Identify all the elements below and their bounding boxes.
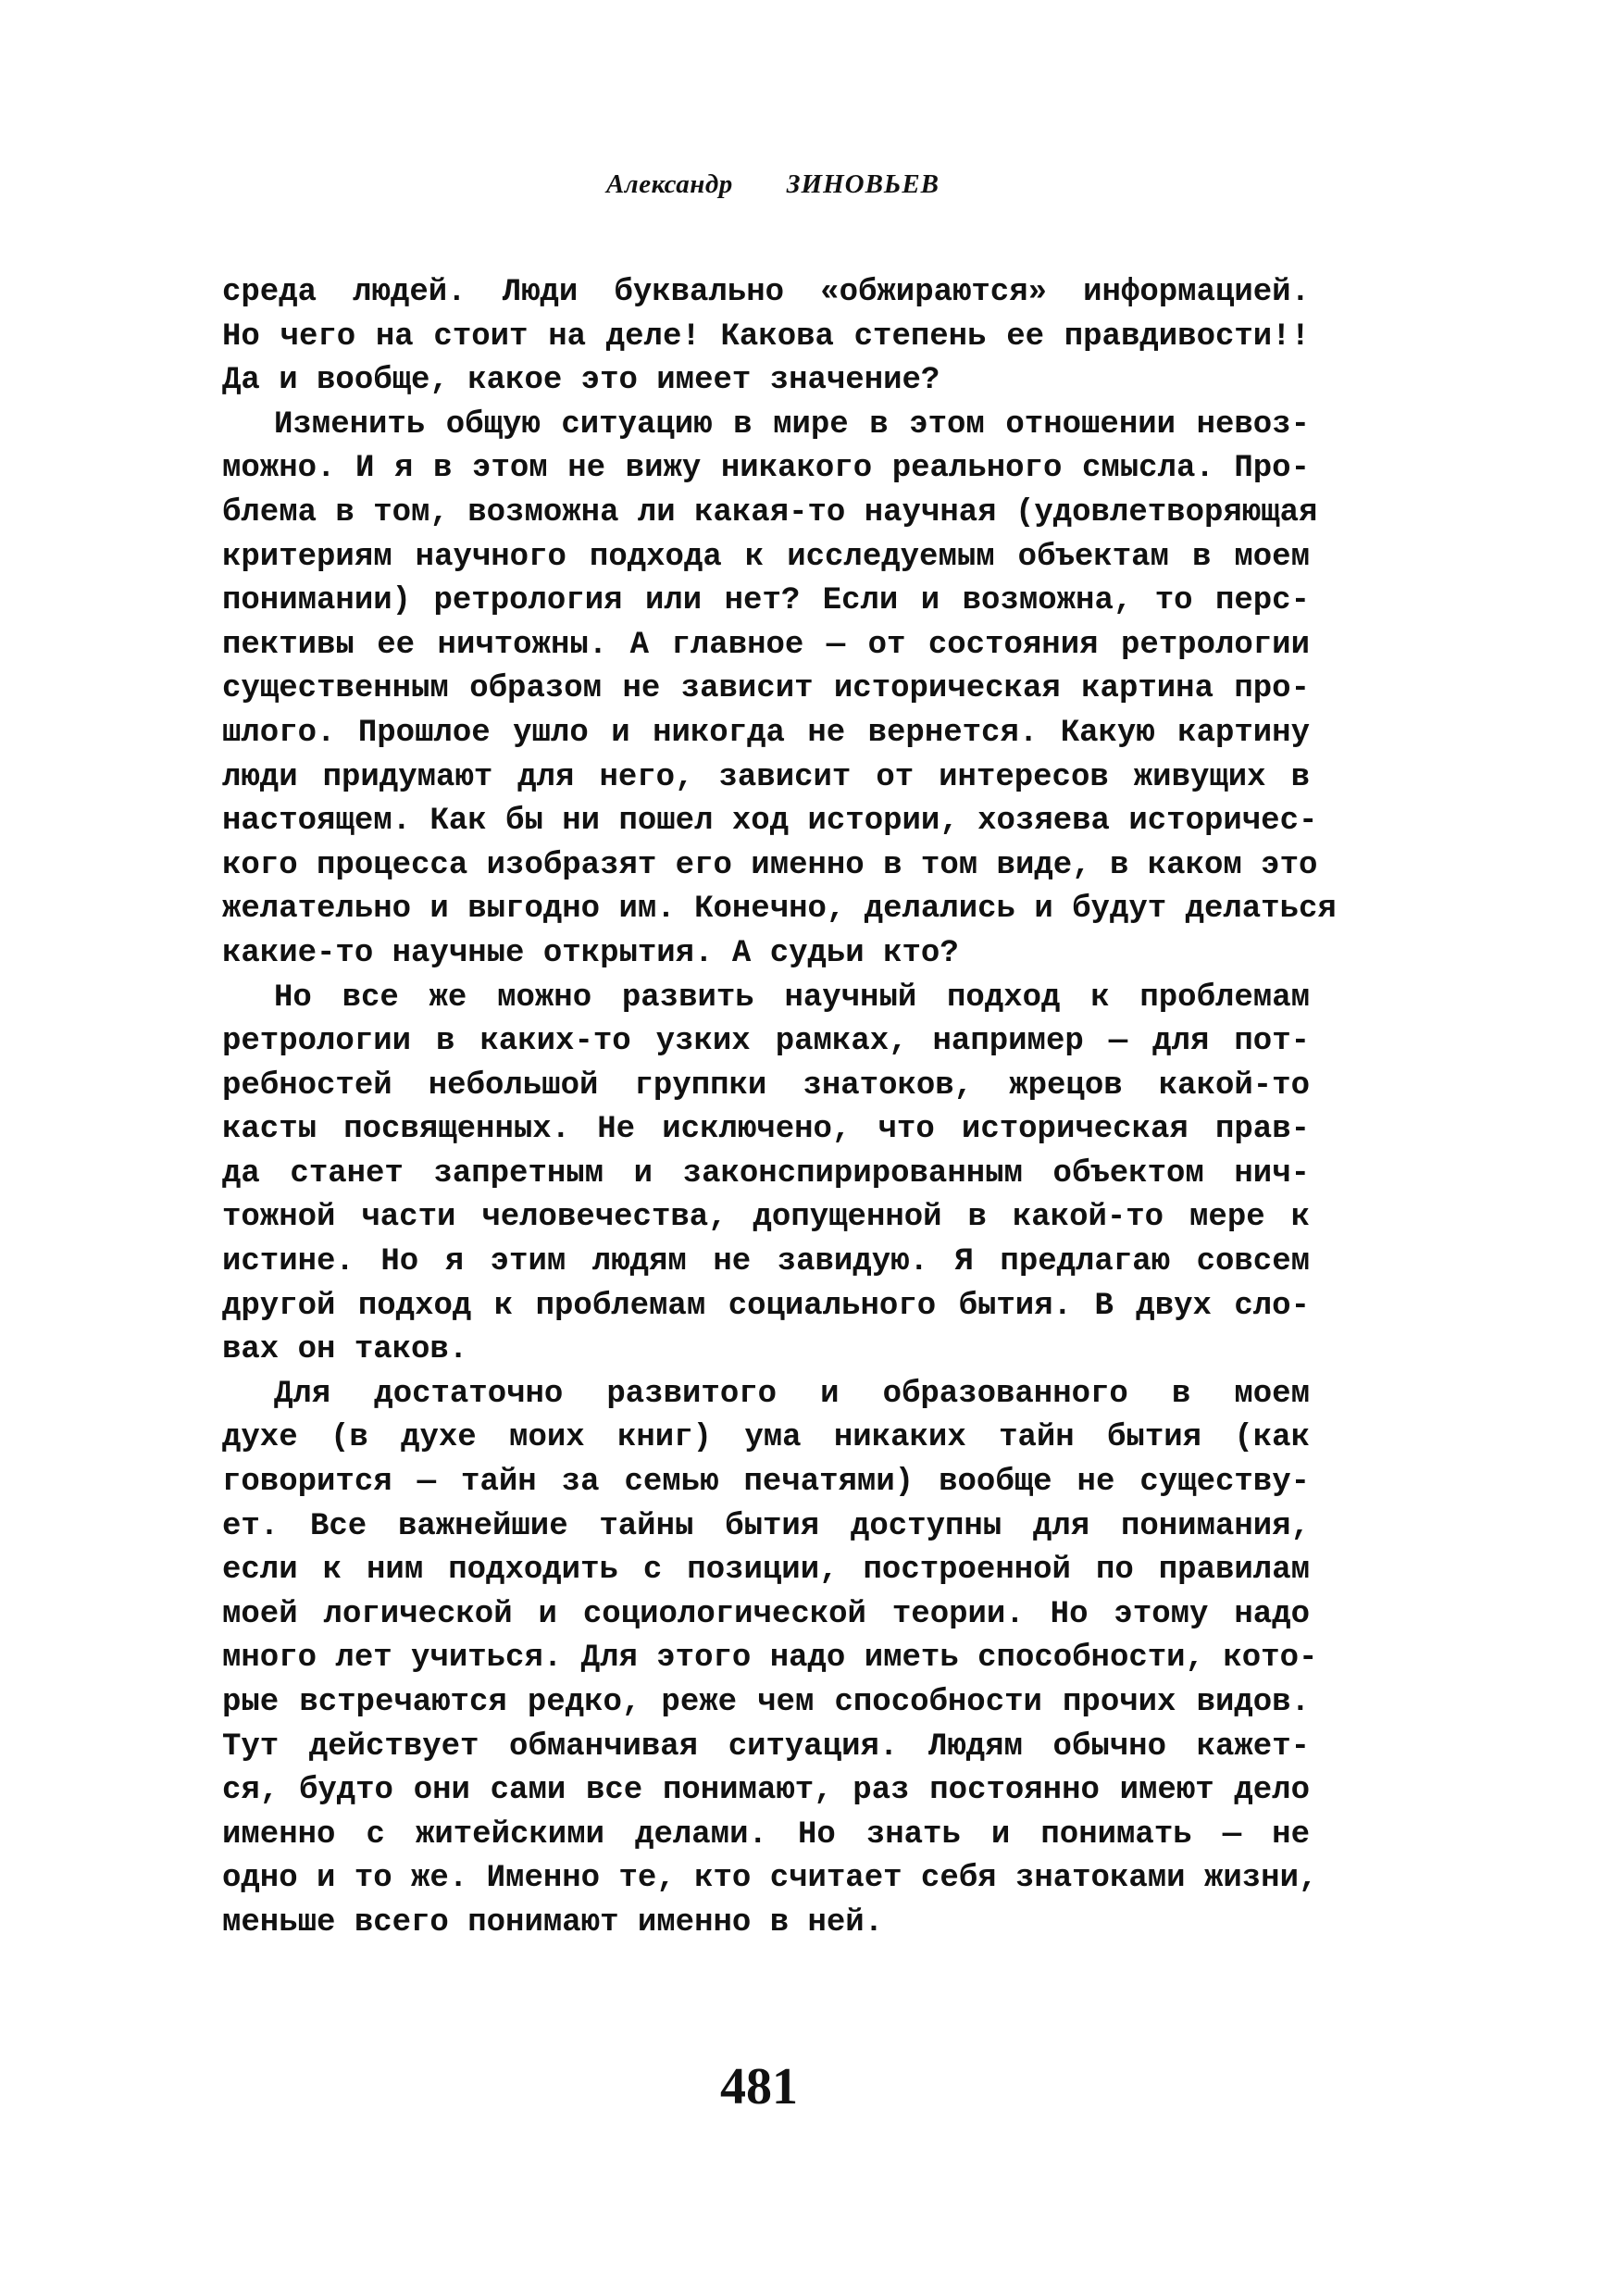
text-line: ет. Все важнейшие тайны бытия доступны для понимания,: [222, 1508, 1310, 1544]
text-line: моей логической и социологической теории. Но этому надо: [222, 1596, 1310, 1632]
text-line: ребностей небольшой группки знатоков, жрецов какой-то: [222, 1067, 1310, 1104]
text-line: именно с житейскими делами. Но знать и понимать — не: [222, 1816, 1310, 1853]
text-line: понимании) ретрология или нет? Если и возможна, то перс-: [222, 583, 1310, 619]
text-line: тожной части человечества, допущенной в какой-то мере к: [222, 1200, 1310, 1236]
text-line: существенным образом не зависит историческая картина про-: [222, 671, 1310, 707]
text-line: критериям научного подхода к исследуемым объектам в моем: [222, 539, 1310, 575]
text-line: другой подход к проблемам социального бытия. В двух сло-: [222, 1288, 1310, 1324]
text-line: Да и вообще, какое это имеет значение?: [222, 363, 940, 399]
text-line: люди придумают для него, зависит от интересов живущих в: [222, 759, 1310, 795]
author-first-name: Александр: [605, 169, 733, 199]
body-text: [222, 271, 1337, 1946]
running-header: [0, 169, 1546, 200]
text-line: можно. И я в этом не вижу никакого реального смысла. Про-: [222, 451, 1310, 487]
text-line: одно и то же. Именно те, кто считает себя знатоками жизни,: [222, 1861, 1318, 1897]
text-line: желательно и выгодно им. Конечно, делались и будут делаться: [222, 892, 1337, 928]
text-line: Но все же можно развить научный подход к проблемам: [274, 980, 1310, 1016]
text-line: Но чего на стоит на деле! Какова степень ее правдивости!!: [222, 318, 1310, 355]
text-line: говорится — тайн за семью печатями) вообще не существу-: [222, 1465, 1310, 1501]
text-line: если к ним подходить с позиции, построенной по правилам: [222, 1553, 1310, 1589]
text-line: среда людей. Люди буквально «обжираются» информацией.: [222, 275, 1310, 310]
text-line: рые встречаются редко, реже чем способности прочих видов.: [222, 1685, 1310, 1720]
text-line: какие-то научные открытия. А судьи кто?: [222, 935, 959, 971]
text-line: шлого. Прошлое ушло и никогда не вернется. Какую картину: [222, 715, 1310, 751]
text-line: Тут действует обманчивая ситуация. Людям обычно кажет-: [222, 1728, 1310, 1765]
text-line: кого процесса изобразят его именно в том виде, в каком это: [222, 847, 1318, 883]
text-line: да станет запретным и законспирированным объектом нич-: [222, 1155, 1310, 1192]
text-line: касты посвященных. Не исключено, что историческая прав-: [222, 1112, 1310, 1148]
author-last-name: ЗИНОВЬЕВ: [786, 169, 940, 199]
text-line: вах он таков.: [222, 1332, 468, 1368]
text-line: много лет учиться. Для этого надо иметь способности, кото-: [222, 1641, 1318, 1677]
text-line: Для достаточно развитого и образованного в моем: [274, 1376, 1310, 1412]
text-line: Изменить общую ситуацию в мире в этом отношении невоз-: [274, 406, 1310, 443]
text-line: духе (в духе моих книг) ума никаких тайн бытия (как: [222, 1420, 1310, 1456]
text-line: меньше всего понимают именно в ней.: [222, 1904, 884, 1940]
text-line: истине. Но я этим людям не завидую. Я предлагаю совсем: [222, 1244, 1310, 1280]
text-line: пективы ее ничтожны. А главное — от состояния ретрологии: [222, 627, 1310, 663]
text-line: блема в том, возможна ли какая-то научная (удовлетворяющая: [222, 494, 1318, 530]
page-number: 481: [720, 2058, 798, 2115]
text-line: ся, будто они сами все понимают, раз постоянно имеют дело: [222, 1773, 1310, 1809]
text-line: ретрологии в каких-то узких рамках, например — для пот-: [222, 1024, 1310, 1060]
text-line: настоящем. Как бы ни пошел ход истории, хозяева историчес-: [222, 804, 1318, 840]
